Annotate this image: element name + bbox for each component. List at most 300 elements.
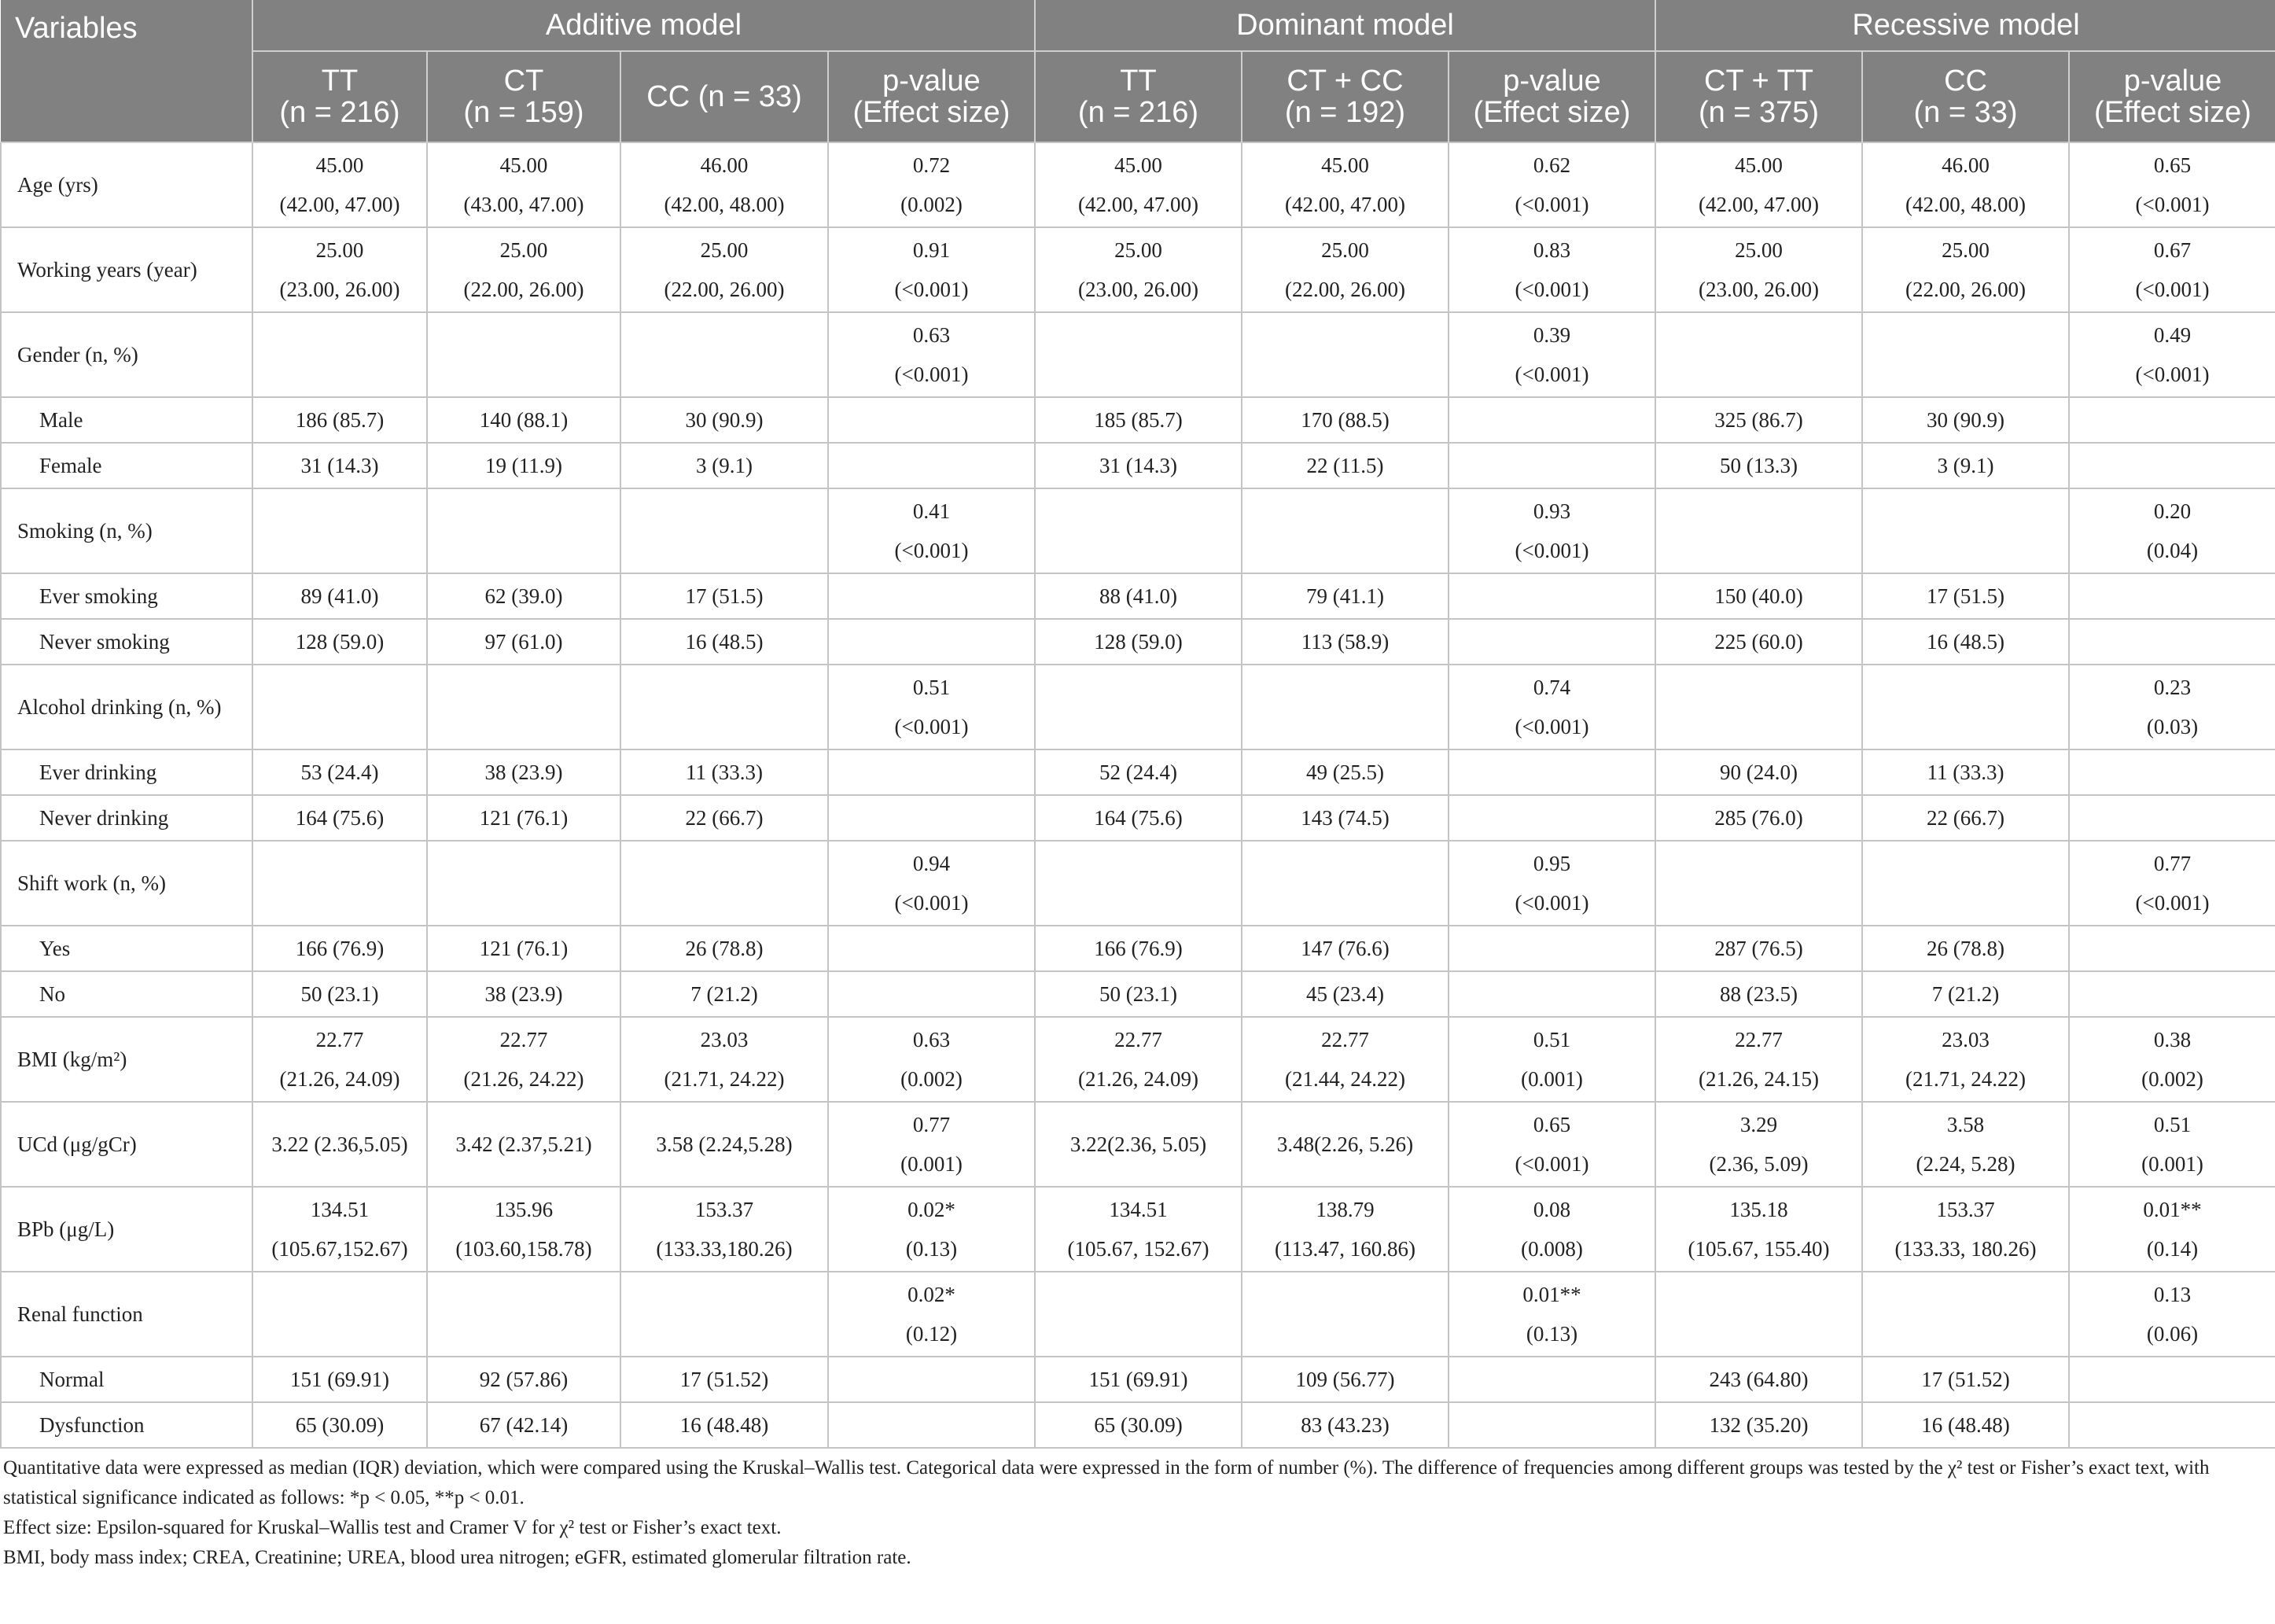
column-header [620, 51, 828, 142]
cell-line: 25.00 [499, 238, 548, 262]
cell-line: (42.00, 47.00) [1078, 193, 1198, 216]
table-cell [2069, 397, 2275, 443]
table-cell [427, 795, 620, 841]
cell-line: 31 (14.3) [1099, 454, 1177, 477]
cell-line: 3.58 (2.24,5.28) [656, 1132, 793, 1156]
table-cell [1242, 1017, 1449, 1102]
table-cell [1862, 227, 2069, 312]
table-cell [252, 397, 427, 443]
cell-line: (0.002) [2141, 1067, 2203, 1091]
cell-line: 25.00 [700, 238, 749, 262]
table-cell [427, 841, 620, 926]
row-label: Age (yrs) [1, 142, 252, 227]
table-cell [252, 227, 427, 312]
cell-line: 7 (21.2) [1931, 982, 2000, 1006]
row-label: Shift work (n, %) [1, 841, 252, 926]
table-header [1, 0, 2275, 142]
table-cell [2069, 1402, 2275, 1448]
table-cell [427, 619, 620, 665]
table-cell [620, 1402, 828, 1448]
table-cell [1655, 443, 1862, 488]
table-cell [1449, 142, 1655, 227]
table-cell [828, 1017, 1035, 1102]
header-group-additive: Additive model [252, 0, 1035, 51]
column-header-line: (Effect size) [852, 96, 1010, 129]
table-row [1, 619, 2275, 665]
header-group-recessive: Recessive model [1655, 0, 2275, 51]
table-cell [427, 1402, 620, 1448]
table-cell [1035, 1187, 1242, 1272]
cell-line: 22 (66.7) [685, 806, 764, 830]
column-header-line: (Effect size) [2094, 96, 2251, 129]
cell-line: 30 (90.9) [685, 408, 764, 432]
table-cell [620, 795, 828, 841]
table-cell [828, 1102, 1035, 1187]
table-body [1, 142, 2275, 1448]
row-label: Female [1, 443, 252, 488]
cell-line: 30 (90.9) [1927, 408, 2004, 432]
table-cell [1035, 1102, 1242, 1187]
cell-line: 3.58 [1946, 1113, 1985, 1136]
cell-line: 325 (86.7) [1714, 408, 1803, 432]
table-cell [2069, 665, 2275, 749]
cell-line: 79 (41.1) [1306, 584, 1384, 608]
cell-line: 25.00 [315, 238, 364, 262]
cell-line: 53 (24.4) [300, 760, 379, 784]
footnote: Quantitative data were expressed as median (IQR) deviation, which were compared using the Kruskal–Wallis test. Categorical data were expressed in the form of number (%). The difference of frequencies among different groups was tested by the χ² test or Fisher’s exact text, with statistical significance indicated as follows: *p < 0.05, **p < 0.01. [3, 1457, 2210, 1508]
cell-line: 88 (41.0) [1099, 584, 1177, 608]
column-header-line: (n = 216) [279, 96, 400, 129]
cell-line: 135.18 [1729, 1198, 1788, 1221]
table-cell [1242, 1102, 1449, 1187]
table-cell [2069, 1102, 2275, 1187]
table-cell [828, 1272, 1035, 1357]
table-cell [1035, 397, 1242, 443]
cell-line: 11 (33.3) [1927, 760, 2004, 784]
cell-line: 128 (59.0) [295, 630, 385, 654]
cell-line: (2.36, 5.09) [1709, 1152, 1809, 1176]
column-header-line: CC (n = 33) [646, 80, 802, 113]
table-cell [2069, 926, 2275, 971]
cell-line: 90 (24.0) [1720, 760, 1798, 784]
table-cell [1449, 1402, 1655, 1448]
cell-line: (133.33,180.26) [656, 1237, 793, 1261]
cell-line: (21.26, 24.09) [279, 1067, 400, 1091]
row-label: BPb (μg/L) [1, 1187, 252, 1272]
table-cell [1242, 312, 1449, 397]
cell-line: 17 (51.52) [1921, 1368, 2010, 1391]
cell-line: 0.02* [907, 1198, 955, 1221]
cell-line: 92 (57.86) [479, 1368, 569, 1391]
cell-line: 151 (69.91) [290, 1368, 389, 1391]
table-row [1, 926, 2275, 971]
table-cell [1862, 312, 2069, 397]
cell-line: (22.00, 26.00) [1905, 278, 2026, 301]
footnote: Effect size: Epsilon-squared for Kruskal–Wallis test and Cramer V for χ² test or Fisher’s exact text. [3, 1517, 782, 1538]
cell-line: 25.00 [1321, 238, 1369, 262]
table-cell [1655, 488, 1862, 573]
table-cell [252, 1357, 427, 1402]
table-cell [1655, 841, 1862, 926]
table-cell [2069, 443, 2275, 488]
cell-line: 0.49 [2153, 323, 2192, 347]
table-cell [2069, 1187, 2275, 1272]
table-cell [1655, 312, 1862, 397]
cell-line: 65 (30.09) [295, 1413, 385, 1437]
cell-line: (2.24, 5.28) [1916, 1152, 2015, 1176]
cell-line: (<0.001) [2135, 278, 2210, 301]
cell-line: 166 (76.9) [1094, 937, 1183, 960]
cell-line: 22.77 [1321, 1028, 1369, 1051]
cell-line: (23.00, 26.00) [1078, 278, 1198, 301]
row-label: Normal [1, 1357, 252, 1402]
table-row [1, 1017, 2275, 1102]
table-cell [427, 971, 620, 1017]
cell-line: (0.008) [1521, 1237, 1583, 1261]
table-cell [427, 227, 620, 312]
table-cell [1862, 1017, 2069, 1102]
cell-line: 3 (9.1) [1937, 454, 1994, 477]
cell-line: 185 (85.7) [1094, 408, 1183, 432]
table-cell [1862, 1402, 2069, 1448]
table-cell [620, 1272, 828, 1357]
cell-line: (0.002) [900, 1067, 963, 1091]
cell-line: (<0.001) [1515, 193, 1589, 216]
table-cell [2069, 488, 2275, 573]
cell-line: 3.29 [1739, 1113, 1778, 1136]
cell-line: (<0.001) [2135, 891, 2210, 915]
column-header-line: (n = 192) [1284, 96, 1406, 129]
table-cell [427, 1272, 620, 1357]
cell-line: 16 (48.5) [685, 630, 764, 654]
table-cell [1449, 1017, 1655, 1102]
table-row [1, 443, 2275, 488]
cell-line: 3.22 (2.36,5.05) [271, 1132, 408, 1156]
table-cell [828, 665, 1035, 749]
row-label: Alcohol drinking (n, %) [1, 665, 252, 749]
cell-line: 0.94 [912, 852, 951, 875]
cell-line: 83 (43.23) [1301, 1413, 1390, 1437]
column-header [828, 51, 1035, 142]
column-header-line: TT [1120, 64, 1157, 98]
table-cell [1035, 488, 1242, 573]
cell-line: (42.00, 48.00) [664, 193, 785, 216]
cell-line: 88 (23.5) [1720, 982, 1798, 1006]
table-cell [252, 312, 427, 397]
cell-line: 62 (39.0) [484, 584, 563, 608]
table-cell [1862, 841, 2069, 926]
table-cell [252, 795, 427, 841]
cell-line: 17 (51.5) [1927, 584, 2004, 608]
table-cell [620, 1357, 828, 1402]
table-cell [1242, 1402, 1449, 1448]
table-cell [427, 488, 620, 573]
cell-line: 109 (56.77) [1295, 1368, 1395, 1391]
table-row [1, 795, 2275, 841]
table-cell [1449, 443, 1655, 488]
cell-line: 121 (76.1) [479, 806, 569, 830]
table-cell [1035, 1357, 1242, 1402]
cell-line: 25.00 [1942, 238, 1990, 262]
table-cell [1655, 1272, 1862, 1357]
table-cell [252, 142, 427, 227]
table-cell [1862, 1187, 2069, 1272]
cell-line: (<0.001) [894, 715, 969, 738]
cell-line: 285 (76.0) [1714, 806, 1803, 830]
table-cell [828, 971, 1035, 1017]
table-row [1, 749, 2275, 795]
cell-line: 132 (35.20) [1709, 1413, 1809, 1437]
table-cell [1449, 488, 1655, 573]
cell-line: 147 (76.6) [1301, 937, 1390, 960]
table-cell [1242, 1272, 1449, 1357]
cell-line: 0.72 [912, 153, 951, 177]
cell-line: 134.51 [310, 1198, 370, 1221]
table-cell [828, 926, 1035, 971]
table-cell [1655, 397, 1862, 443]
table-cell [2069, 1272, 2275, 1357]
table-cell [1862, 926, 2069, 971]
table-cell [427, 573, 620, 619]
table-cell [620, 971, 828, 1017]
cell-line: (42.00, 47.00) [1699, 193, 1819, 216]
cell-line: 45 (23.4) [1306, 982, 1384, 1006]
cell-line: 22.77 [499, 1028, 548, 1051]
table-cell [828, 1402, 1035, 1448]
cell-line: 45.00 [315, 153, 364, 177]
cell-line: (42.00, 47.00) [1285, 193, 1405, 216]
cell-line: 45.00 [1735, 153, 1783, 177]
table-cell [1449, 749, 1655, 795]
column-header-line: CC [1944, 64, 1987, 98]
cell-line: 0.63 [912, 1028, 951, 1051]
table-cell [1242, 841, 1449, 926]
column-header-row [1, 51, 2275, 142]
cell-line: (42.00, 47.00) [279, 193, 400, 216]
table-row [1, 1357, 2275, 1402]
cell-line: 46.00 [1942, 153, 1990, 177]
row-label: Male [1, 397, 252, 443]
table-cell [1862, 1357, 2069, 1402]
cell-line: 166 (76.9) [295, 937, 385, 960]
cell-line: (<0.001) [1515, 363, 1589, 386]
cell-line: (21.26, 24.09) [1078, 1067, 1198, 1091]
cell-line: (42.00, 48.00) [1905, 193, 2026, 216]
table-cell [620, 665, 828, 749]
table-cell [1862, 795, 2069, 841]
cell-line: (<0.001) [1515, 715, 1589, 738]
table-cell [1655, 795, 1862, 841]
cell-line: (22.00, 26.00) [463, 278, 584, 301]
cell-line: 65 (30.09) [1094, 1413, 1183, 1437]
table-cell [1655, 1402, 1862, 1448]
table-cell [828, 488, 1035, 573]
cell-line: 140 (88.1) [479, 408, 569, 432]
table-cell [1449, 397, 1655, 443]
cell-line: (0.03) [2146, 715, 2199, 738]
table-cell [1242, 795, 1449, 841]
table-cell [620, 227, 828, 312]
column-header [1449, 51, 1655, 142]
table-cell [620, 1017, 828, 1102]
table-cell [1242, 573, 1449, 619]
table-cell [1242, 971, 1449, 1017]
table-cell [1449, 619, 1655, 665]
cell-line: 0.91 [912, 238, 951, 262]
cell-line: 45.00 [1321, 153, 1369, 177]
cell-line: 153.37 [694, 1198, 754, 1221]
table-cell [1655, 573, 1862, 619]
table-cell [427, 749, 620, 795]
cell-line: 22 (11.5) [1306, 454, 1384, 477]
column-header-line: (n = 33) [1913, 96, 2018, 129]
cell-line: 0.01** [2143, 1198, 2202, 1221]
cell-line: (0.04) [2146, 539, 2199, 562]
cell-line: 7 (21.2) [690, 982, 758, 1006]
table-cell [620, 488, 828, 573]
cell-line: 0.77 [2153, 852, 2192, 875]
cell-line: 0.65 [2153, 153, 2192, 177]
table-cell [1242, 443, 1449, 488]
cell-line: 17 (51.5) [685, 584, 764, 608]
table-cell [620, 1102, 828, 1187]
table-cell [828, 841, 1035, 926]
table-cell [427, 1017, 620, 1102]
table-cell [1035, 1402, 1242, 1448]
column-header [1862, 51, 2069, 142]
cell-line: 0.93 [1533, 499, 1571, 523]
column-header [427, 51, 620, 142]
cell-line: 50 (23.1) [300, 982, 379, 1006]
cell-line: (21.44, 24.22) [1285, 1067, 1405, 1091]
table-cell [252, 1402, 427, 1448]
table-row [1, 142, 2275, 227]
table-cell [1449, 312, 1655, 397]
table-cell [1449, 841, 1655, 926]
table-cell [2069, 227, 2275, 312]
table-cell [620, 573, 828, 619]
table-cell [1449, 1102, 1655, 1187]
column-header-line: (n = 216) [1077, 96, 1199, 129]
cell-line: 0.01** [1522, 1283, 1581, 1306]
table-cell [1035, 841, 1242, 926]
cell-line: 0.02* [907, 1283, 955, 1306]
table-cell [1242, 142, 1449, 227]
header-variables: Variables [1, 0, 252, 142]
table-cell [427, 1187, 620, 1272]
table-cell [1035, 926, 1242, 971]
table-cell [1449, 1357, 1655, 1402]
table-cell [252, 971, 427, 1017]
table-cell [1449, 971, 1655, 1017]
cell-line: 11 (33.3) [686, 760, 763, 784]
table-cell [1655, 1017, 1862, 1102]
cell-line: 31 (14.3) [300, 454, 379, 477]
table-row [1, 488, 2275, 573]
cell-line: 128 (59.0) [1094, 630, 1183, 654]
table-cell [1862, 1102, 2069, 1187]
column-header-line: (n = 375) [1698, 96, 1820, 129]
table-cell [1035, 665, 1242, 749]
cell-line: (0.002) [900, 193, 963, 216]
cell-line: (22.00, 26.00) [664, 278, 785, 301]
table-cell [1242, 619, 1449, 665]
row-label: Yes [1, 926, 252, 971]
table-cell [620, 142, 828, 227]
cell-line: 0.63 [912, 323, 951, 347]
cell-line: 50 (23.1) [1099, 982, 1177, 1006]
table-cell [2069, 1017, 2275, 1102]
cell-line: 0.67 [2153, 238, 2192, 262]
table-cell [828, 795, 1035, 841]
row-label: Dysfunction [1, 1402, 252, 1448]
table-cell [1449, 1272, 1655, 1357]
table-cell [828, 227, 1035, 312]
table-cell [1862, 443, 2069, 488]
cell-line: (103.60,158.78) [455, 1237, 592, 1261]
cell-line: 26 (78.8) [685, 937, 764, 960]
table-footnotes [0, 1449, 2275, 1573]
cell-line: 121 (76.1) [479, 937, 569, 960]
table-cell [1862, 1272, 2069, 1357]
table-cell [1862, 619, 2069, 665]
cell-line: 97 (61.0) [484, 630, 563, 654]
row-label: Working years (year) [1, 227, 252, 312]
table-cell [252, 926, 427, 971]
table-cell [1035, 312, 1242, 397]
column-header-line: (n = 159) [463, 96, 584, 129]
table-cell [1449, 573, 1655, 619]
table-cell [427, 397, 620, 443]
table-row [1, 1102, 2275, 1187]
cell-line: 134.51 [1109, 1198, 1168, 1221]
table-cell [828, 1357, 1035, 1402]
table-cell [1242, 488, 1449, 573]
cell-line: (21.26, 24.15) [1699, 1067, 1819, 1091]
table-cell [252, 573, 427, 619]
column-header-line: CT + TT [1704, 64, 1814, 98]
cell-line: 287 (76.5) [1714, 937, 1803, 960]
cell-line: 164 (75.6) [1094, 806, 1183, 830]
table-cell [1035, 749, 1242, 795]
table-cell [252, 749, 427, 795]
table-row [1, 1187, 2275, 1272]
cell-line: (23.00, 26.00) [279, 278, 400, 301]
column-header [252, 51, 427, 142]
cell-line: 22.77 [1735, 1028, 1783, 1051]
table-cell [1242, 397, 1449, 443]
row-label: Gender (n, %) [1, 312, 252, 397]
table-cell [1655, 227, 1862, 312]
column-header [1242, 51, 1449, 142]
column-header-line: p-value [2123, 64, 2222, 98]
column-header [1035, 51, 1242, 142]
table-cell [1655, 749, 1862, 795]
cell-line: (<0.001) [1515, 539, 1589, 562]
cell-line: 45.00 [1114, 153, 1162, 177]
table-cell [1862, 488, 2069, 573]
table-cell [1242, 926, 1449, 971]
table-row [1, 1402, 2275, 1448]
cell-line: 0.65 [1533, 1113, 1571, 1136]
cell-line: (21.71, 24.22) [664, 1067, 785, 1091]
table-cell [1655, 1102, 1862, 1187]
cell-line: 3.42 (2.37,5.21) [455, 1132, 592, 1156]
cell-line: (21.26, 24.22) [463, 1067, 584, 1091]
table-cell [1035, 1272, 1242, 1357]
table-cell [1655, 1187, 1862, 1272]
cell-line: 89 (41.0) [300, 584, 379, 608]
